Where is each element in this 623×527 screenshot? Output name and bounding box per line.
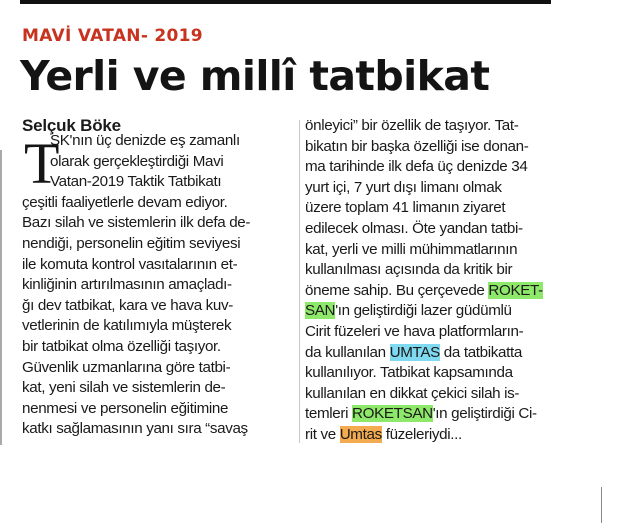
- text-line: nenmesi ve personelin eğitimine: [22, 399, 229, 417]
- text-line: SK'nın üç denizde eş zamanlı: [50, 132, 240, 149]
- text-line: yurt içi, 7 yurt dışı limanı olmak: [305, 178, 502, 196]
- text-segment: da tatbikatta: [439, 343, 522, 361]
- text-line: kat, yerli ve milli mühimmatlarının: [305, 240, 518, 258]
- page-edge-left: [0, 150, 2, 445]
- text-line: ile komuta kontrol vasıtalarının et-: [22, 255, 238, 273]
- text-line: [305, 425, 567, 446]
- text-line: bikatın bir başka özelliği ise donan-: [305, 137, 529, 155]
- text-line: çeşitli faaliyetlerle devam ediyor.: [22, 193, 228, 211]
- drop-cap: T: [24, 131, 60, 196]
- section-kicker: MAVİ VATAN- 2019: [22, 26, 203, 46]
- text-line: [305, 281, 567, 302]
- page-edge-right: [601, 487, 602, 523]
- text-line: kat, yeni silah ve sistemlerin de-: [22, 379, 226, 397]
- text-line: Bazı silah ve sistemlerin ilk defa de-: [22, 214, 251, 232]
- highlight-roketsan: SAN: [305, 302, 336, 320]
- text-segment: da kullanılan: [305, 343, 390, 361]
- text-segment: 'ın geliştirdiği Ci-: [432, 405, 537, 423]
- text-segment: rit ve: [305, 425, 340, 443]
- text-line: [305, 301, 567, 322]
- headline: Yerli ve millî tatbikat: [20, 52, 490, 100]
- text-segment: öneme sahip. Bu çerçevede: [305, 281, 489, 299]
- text-line: [305, 343, 567, 364]
- highlight-roketsan: ROKET-: [488, 281, 543, 299]
- highlight-roketsan: ROKETSAN: [352, 405, 433, 423]
- byline: Selçuk Böke: [22, 116, 121, 135]
- text-line: Cirit füzeleri ve hava platformların-: [305, 322, 524, 340]
- text-line: ğı dev tatbikat, kara ve hava kuv-: [22, 296, 233, 314]
- text-line: üzere toplam 41 limanın ziyaret: [305, 199, 506, 217]
- column-divider: [299, 120, 300, 443]
- text-line: katkı sağlamasının yanı sıra “savaş: [22, 420, 248, 438]
- text-line: edilecek olması. Öte yandan tatbi-: [305, 219, 523, 237]
- highlight-umtas: UMTAS: [389, 343, 440, 361]
- text-line: önleyici” bir özellik de taşıyor. Tat-: [305, 117, 519, 134]
- highlight-umtas: Umtas: [339, 425, 382, 443]
- text-line: nendiği, personelin eğitim seviyesi: [22, 234, 241, 252]
- article-column-left: [22, 131, 297, 440]
- text-line: kullanılan en dikkat çekici silah is-: [305, 384, 520, 402]
- text-line: bir tatbikat olma özelliği taşıyor.: [22, 337, 221, 355]
- text-line: kullanılıyor. Tatbikat kapsamında: [305, 364, 513, 382]
- text-line: Güvenlik uzmanlarına göre tatbi-: [22, 358, 231, 376]
- text-line: vetlerinin de katılımıyla müşterek: [22, 317, 232, 335]
- text-line: kinliğinin artırılmasının amaçladı-: [22, 276, 232, 294]
- text-segment: füzeleriydi...: [381, 425, 462, 443]
- text-line: ma tarihinde ilk defa üç denizde 34: [305, 158, 528, 176]
- top-rule: [20, 0, 551, 4]
- article-column-right: [305, 116, 567, 446]
- text-segment: temleri: [305, 405, 352, 423]
- text-line: [305, 404, 567, 425]
- text-segment: 'ın geliştirdiği lazer güdümlü: [335, 302, 512, 320]
- text-line: olarak gerçekleştirdiği Mavi: [50, 152, 224, 170]
- text-line: Vatan-2019 Taktik Tatbikatı: [50, 173, 222, 191]
- text-line: kullanılması açısında da kritik bir: [305, 261, 513, 279]
